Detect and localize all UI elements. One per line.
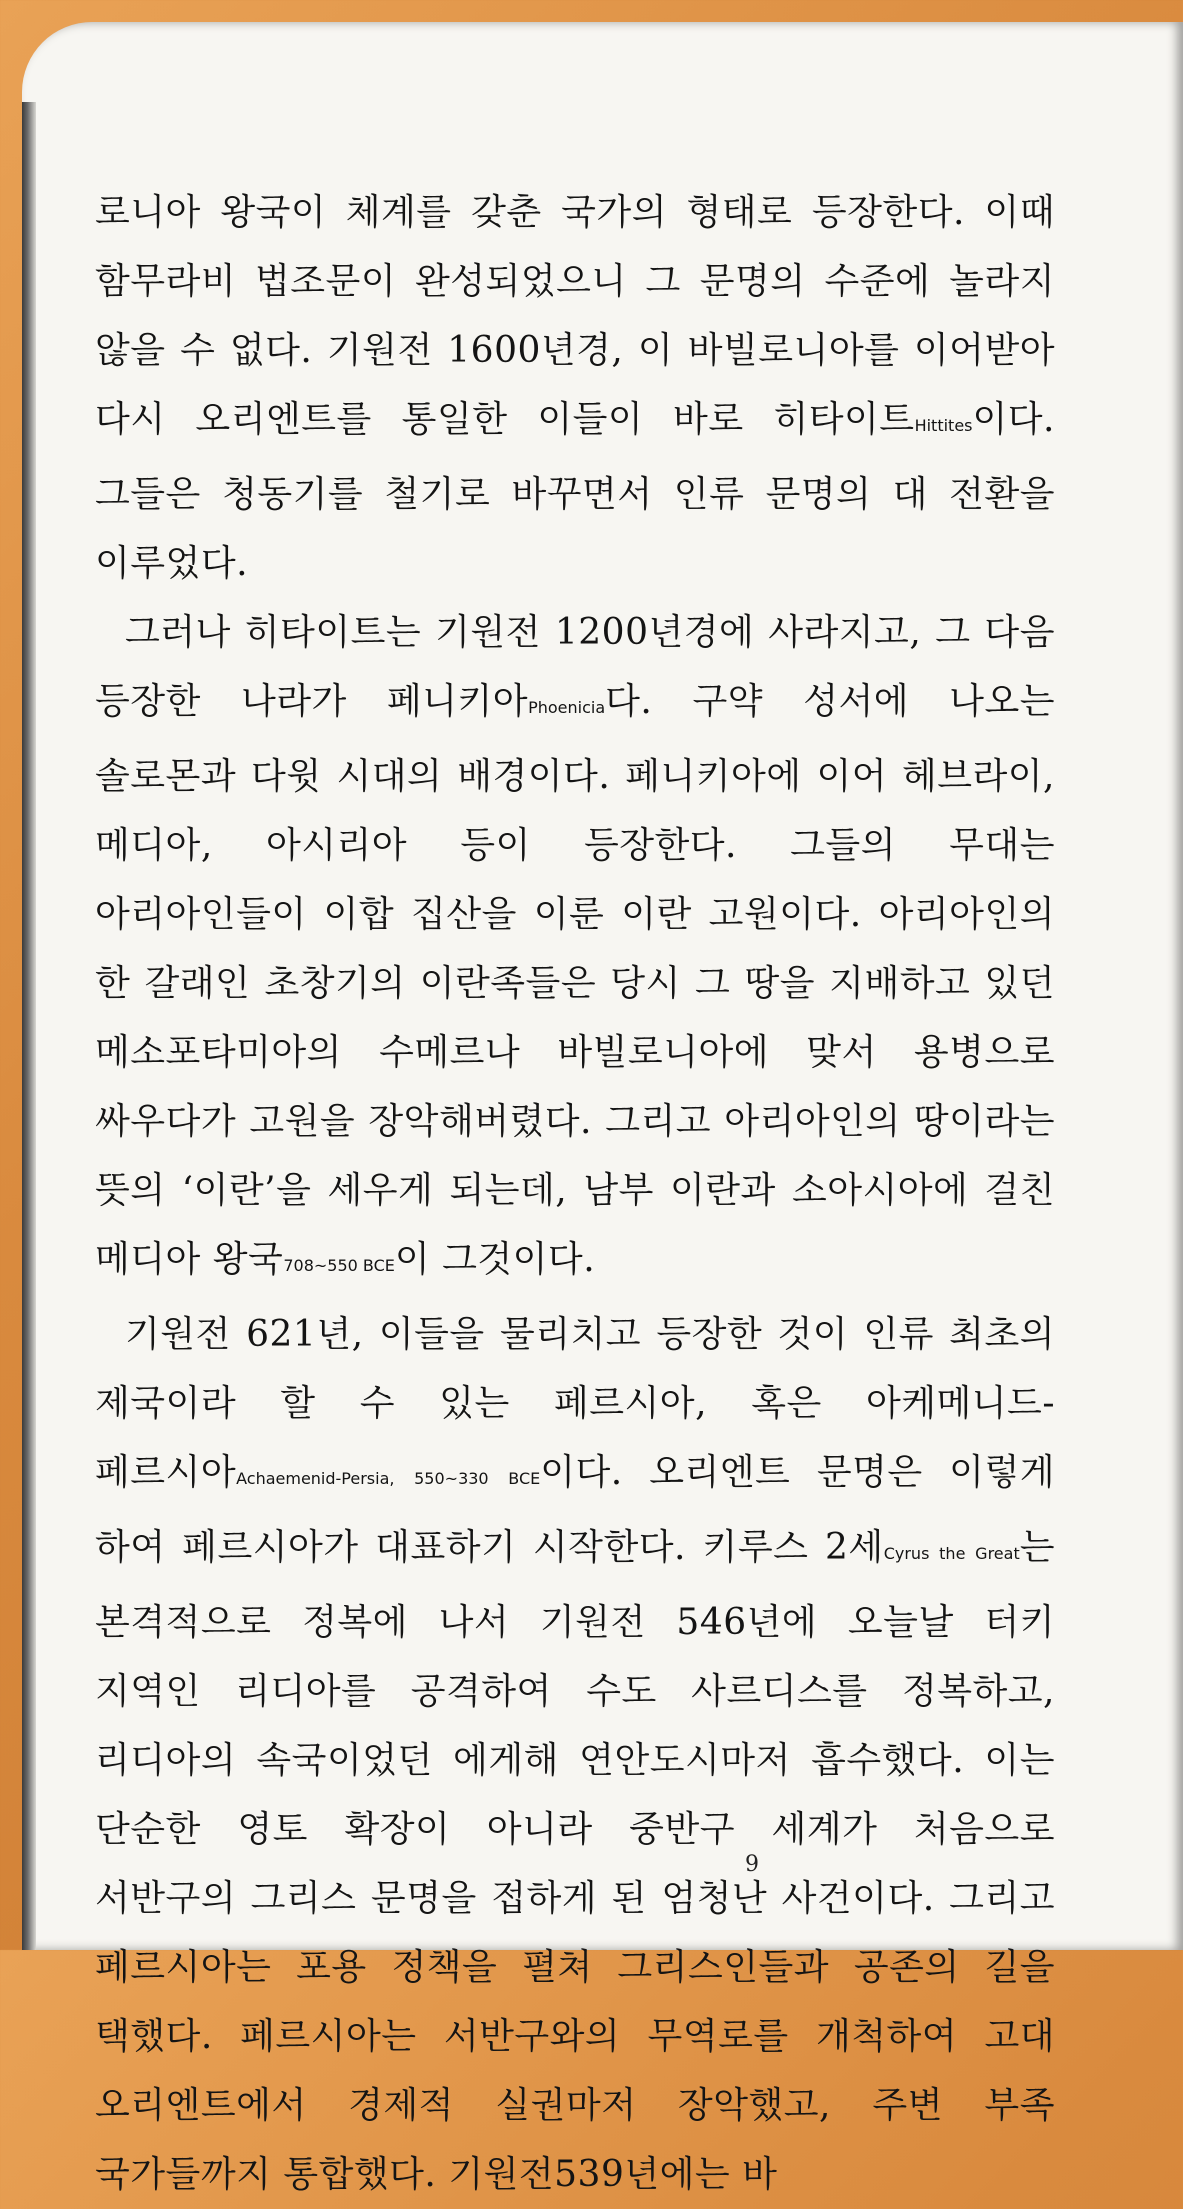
paragraph-1-text-b: 이다. 그들은 청동기를 철기로 바꾸면서 인류 문명의 대 전환을 이루었다.	[95, 399, 1055, 584]
paragraph-3-text-a: 기원전 621년, 이들을 물리치고 등장한 것이 인류 최초의 제국이라 할 수 있는 페르시아, 혹은 아케메니드-페르시아	[95, 1314, 1055, 1493]
paragraph-2	[95, 598, 1055, 1300]
page-binding-shadow	[22, 102, 36, 1950]
paragraph-2-text-c: 이 그것이다.	[394, 1239, 596, 1280]
paragraph-1-text-a: 로니아 왕국이 체계를 갖춘 국가의 형태로 등장한다. 이때 함무라비 법조문이 완성되었으니 그 문명의 수준에 놀라지 않을 수 없다. 기원전 1600년경, 이 바빌로니아를 이어받아 다시 오리엔트를 통일한 이들이 바로 히타이트	[95, 192, 1055, 440]
gloss-cyrus: Cyrus the Great	[883, 1544, 1020, 1563]
body-text	[95, 178, 1055, 2209]
paragraph-2-text-b: 다. 구약 성서에 나오는 솔로몬과 다윗 시대의 배경이다. 페니키아에 이어 헤브라이, 메디아, 아시리아 등이 등장한다. 그들의 무대는 아리아인들이 이합 집산을 이룬 이란 고원이다. 아리아인의 한 갈래인 초창기의 이란족들은 당시 그 땅을 지배하고 있던 메소포타미아의 수메르나 바빌로니아에 맞서 용병으로 싸우다가 고원을 장악해버렸다. 그리고 아리아인의 땅이라는 뜻의 ‘이란’을 세우게 되는데, 남부 이란과 소아시아에 걸친 메디아 왕국	[95, 681, 1055, 1280]
paragraph-3-text-b: 이다. 오리엔트 문명은 이렇게 하여 페르시아가 대표하기 시작한다. 키루스 2세	[95, 1452, 1055, 1568]
paragraph-3-text-c: 는 본격적으로 정복에 나서 기원전 546년에 오늘날 터키 지역인 리디아를 공격하여 수도 사르디스를 정복하고, 리디아의 속국이었던 에게해 연안도시마저 흡수했다. 이는 단순한 영토 확장이 아니라 중반구 세계가 처음으로 서반구의 그리스 문명을 접하게 된 엄청난 사건이다. 그리고 페르시아는 포용 정책을 펼쳐 그리스인들과 공존의 길을 택했다. 페르시아는 서반구와의 무역로를 개척하여 고대 오리엔트에서 경제적 실권마저 장악했고, 주변 부족 국가들까지 통합했다. 기원전539년에는 바	[95, 1527, 1056, 2195]
paragraph-3	[95, 1300, 1055, 2209]
gloss-phoenicia: Phoenicia	[528, 698, 606, 717]
page-number: 9	[745, 1852, 759, 1877]
paragraph-2-text-a: 그러나 히타이트는 기원전 1200년경에 사라지고, 그 다음 등장한 나라가 페니키아	[95, 612, 1055, 722]
paragraph-1	[95, 178, 1055, 598]
gloss-hittites: Hittites	[914, 416, 973, 435]
gloss-media-dates: 708~550 BCE	[283, 1256, 395, 1275]
gloss-achaemenid: Achaemenid-Persia, 550~330 BCE	[236, 1469, 541, 1488]
